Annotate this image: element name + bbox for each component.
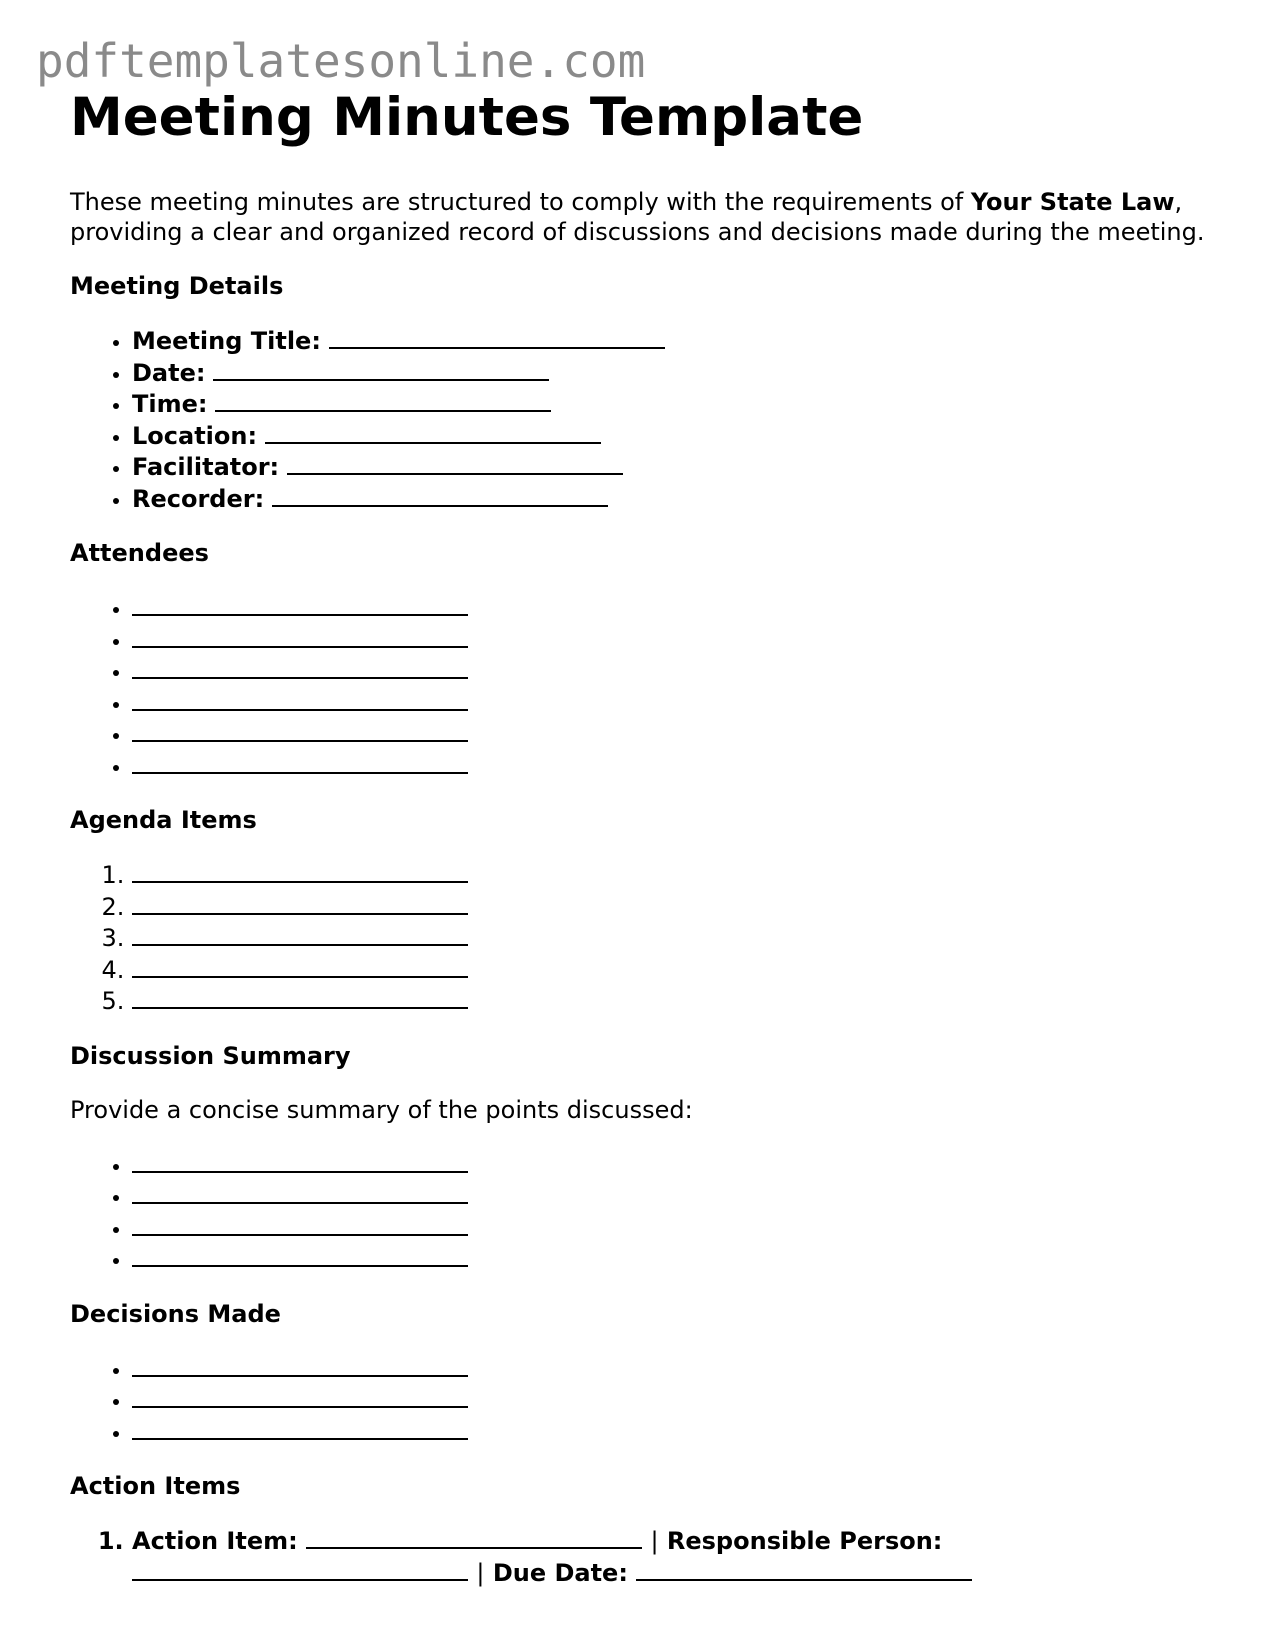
field-label: Date: (132, 358, 206, 387)
discussion-description: Provide a concise summary of the points discussed: (70, 1095, 693, 1124)
agenda-item (132, 859, 1210, 891)
attendee-input[interactable] (132, 687, 468, 711)
agenda-item (132, 954, 1210, 986)
time-field (132, 388, 1210, 420)
field-label: Facilitator: (132, 453, 280, 481)
location-input[interactable] (265, 420, 601, 444)
action-items-list (70, 1525, 1210, 1588)
watermark-logo: pdftemplatesonline.com (36, 34, 646, 88)
field-label: Recorder: (132, 484, 265, 513)
attendee-item (132, 624, 1210, 656)
field-label: Meeting Title: (132, 327, 321, 355)
attendee-item (132, 655, 1210, 687)
attendee-input[interactable] (132, 624, 468, 648)
decision-item (132, 1416, 1210, 1448)
attendees-list (70, 592, 1210, 781)
discussion-item (132, 1212, 1210, 1244)
meeting-title-input[interactable] (329, 325, 665, 349)
decision-input[interactable] (132, 1384, 468, 1408)
meeting-details-list (70, 325, 1210, 514)
agenda-input[interactable] (132, 859, 468, 883)
agenda-input[interactable] (132, 954, 468, 978)
action-item (132, 1525, 1210, 1588)
date-field (132, 357, 1210, 389)
decision-item (132, 1353, 1210, 1385)
separator: | (476, 1558, 485, 1587)
time-input[interactable] (215, 388, 551, 412)
attendee-input[interactable] (132, 718, 468, 742)
facilitator-field (132, 451, 1210, 483)
decisions-heading: Decisions Made (70, 1299, 281, 1328)
discussion-heading: Discussion Summary (70, 1041, 351, 1070)
field-label: Time: (132, 390, 208, 418)
page-title: Meeting Minutes Template (70, 87, 864, 148)
decision-input[interactable] (132, 1416, 468, 1440)
discussion-input[interactable] (132, 1180, 468, 1204)
meeting-details-heading: Meeting Details (70, 272, 284, 300)
agenda-item (132, 891, 1210, 923)
decision-input[interactable] (132, 1353, 468, 1377)
attendee-item (132, 592, 1210, 624)
discussion-item (132, 1243, 1210, 1275)
due-date-label: Due Date: (492, 1558, 628, 1587)
recorder-field (132, 483, 1210, 515)
date-input[interactable] (213, 357, 549, 381)
attendee-input[interactable] (132, 655, 468, 679)
agenda-list (70, 859, 1210, 1017)
attendee-input[interactable] (132, 592, 468, 616)
discussion-input[interactable] (132, 1243, 468, 1267)
meeting-title-field (132, 325, 1210, 357)
attendee-item (132, 718, 1210, 750)
discussion-item (132, 1180, 1210, 1212)
discussion-input[interactable] (132, 1212, 468, 1236)
agenda-item (132, 985, 1210, 1017)
agenda-item (132, 922, 1210, 954)
action-item-label: Action Item: (132, 1527, 298, 1555)
decisions-list (70, 1353, 1210, 1448)
discussion-item (132, 1149, 1210, 1181)
facilitator-input[interactable] (287, 451, 623, 475)
discussion-input[interactable] (132, 1149, 468, 1173)
attendees-heading: Attendees (70, 539, 209, 567)
action-items-heading: Action Items (70, 1472, 241, 1500)
responsible-person-input[interactable] (132, 1557, 468, 1581)
discussion-list (70, 1149, 1210, 1275)
due-date-input[interactable] (636, 1557, 972, 1581)
action-item-input[interactable] (306, 1525, 642, 1549)
agenda-input[interactable] (132, 891, 468, 915)
attendee-item (132, 687, 1210, 719)
responsible-person-label: Responsible Person: (666, 1527, 943, 1555)
field-label: Location: (132, 421, 258, 450)
document-page (70, 86, 1210, 1588)
decision-item (132, 1384, 1210, 1416)
agenda-input[interactable] (132, 922, 468, 946)
intro-text-after: , providing a clear and organized record of discussions and decisions made during the meeting. (70, 188, 1205, 246)
intro-text-bold: Your State Law (970, 188, 1175, 216)
location-field (132, 420, 1210, 452)
intro-text-before: These meeting minutes are structured to comply with the requirements of (70, 188, 971, 216)
recorder-input[interactable] (272, 483, 608, 507)
separator: | (650, 1527, 659, 1555)
agenda-input[interactable] (132, 985, 468, 1009)
attendee-item (132, 750, 1210, 782)
intro-paragraph (70, 188, 1210, 247)
attendee-input[interactable] (132, 750, 468, 774)
agenda-heading: Agenda Items (70, 806, 257, 834)
